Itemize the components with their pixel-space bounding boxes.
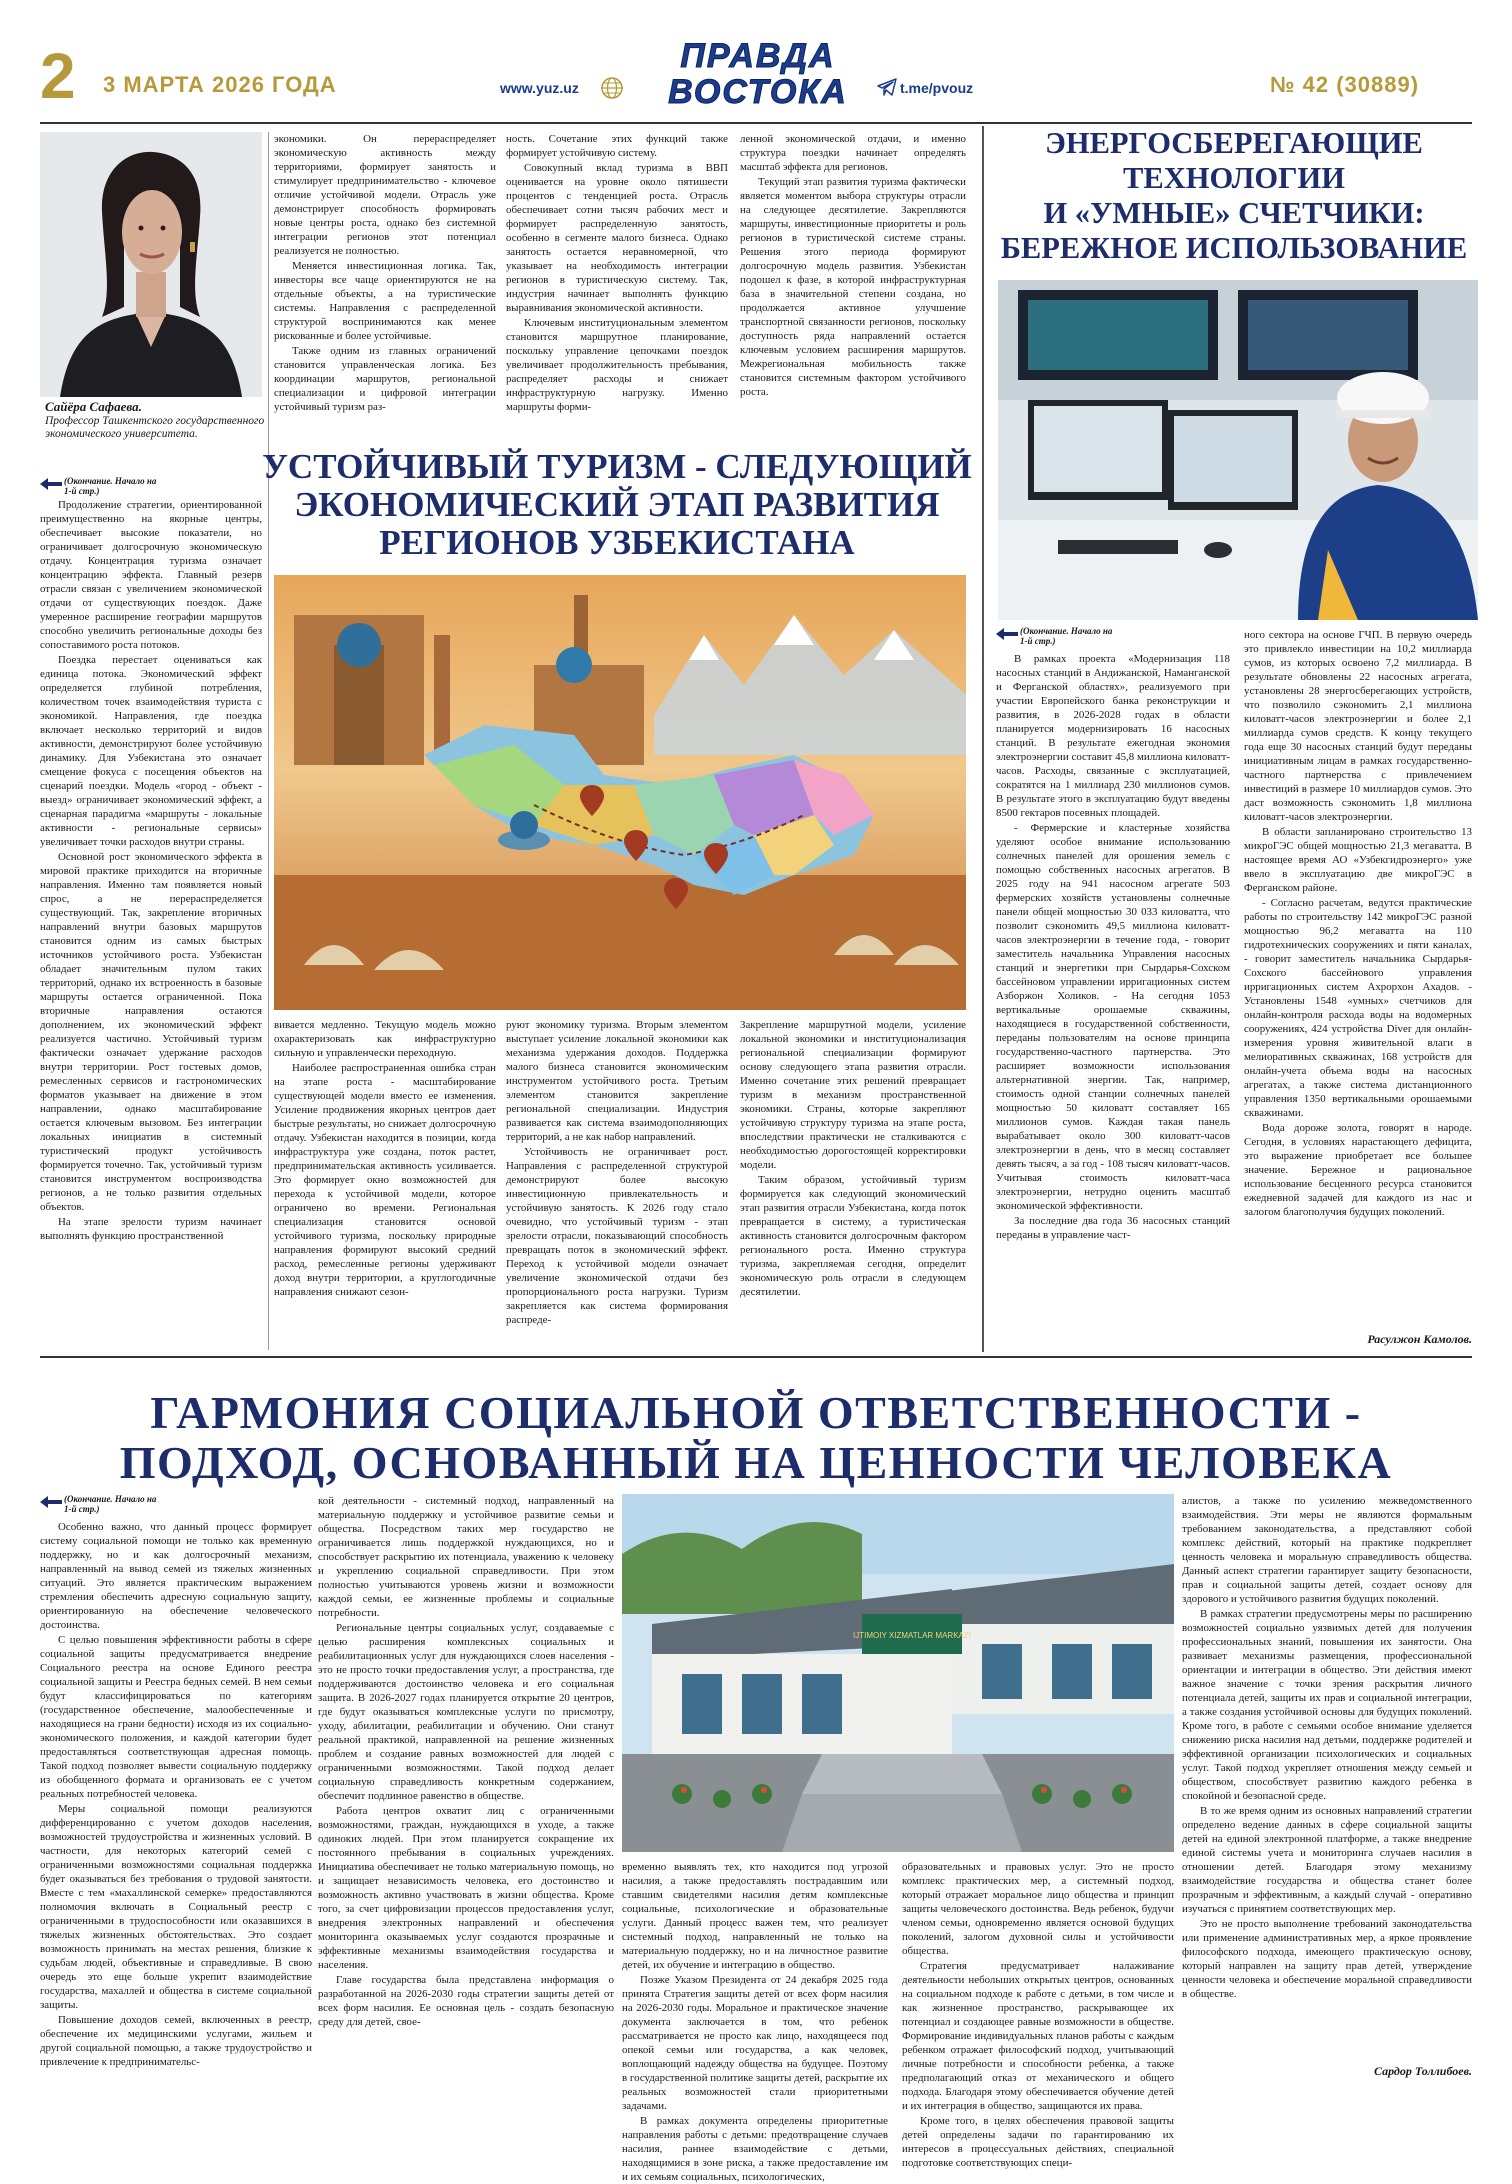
globe-icon bbox=[600, 76, 624, 100]
arrow-left-icon bbox=[996, 628, 1018, 640]
paragraph: В области запланировано строительство 13 микроГЭС общей мощностью 21,3 мегаватта. В настоящее время АО «Узбекгидроэнерго» уже ввело в эксплуатацию две микроГЭС в Ферганском районе. bbox=[1244, 826, 1472, 894]
social-author: Сардор Толлибоев. bbox=[1374, 2064, 1472, 2078]
section-divider-horizontal bbox=[40, 1356, 1472, 1358]
paragraph: Продолжение стратегии, ориентированной преимущественно на якорные центры, обеспечивает высокие показатели, но ограничивает долгосрочную экономическую отдачу. Концентрация туризма означает концентрацию эффекта. Главный резерв отрасли связан с увеличением экономической отдачи от существующих поездок. Даже умеренное расширение географии маршрутов способно увеличить региональные доходы без сопоставимого роста потоков. bbox=[40, 499, 262, 651]
tourism-column-3-bottom bbox=[506, 1018, 728, 1350]
tourism-column-3-top bbox=[506, 132, 728, 442]
energy-headline-line-3: И «УМНЫЕ» СЧЕТЧИКИ: bbox=[1043, 196, 1425, 230]
paragraph: С целью повышения эффективности работы в сфере социальной защиты предусматривается внедрение Социального реестра на основе Единого реестра социальной защиты и Реестра бедных семей. В нем семьи будут классифицироваться по категориям (государственное обеспечение, малообеспеченные и находящиеся на грани бедности) исходя из их социально-экономического положения, и каждой категории будет предоставляться соответствующая адресная помощь. Такой подход позволяет вывести социальную поддержку из обобщенного формата и организовать ее с учетом реальных потребностей человека. bbox=[40, 1634, 312, 1800]
energy-headline-line-1: ЭНЕРГОСБЕРЕГАЮЩИЕ bbox=[1045, 126, 1423, 160]
masthead-divider bbox=[40, 122, 1472, 124]
social-headline-line-1: ГАРМОНИЯ СОЦИАЛЬНОЙ ОТВЕТСТВЕННОСТИ - bbox=[150, 1387, 1362, 1438]
continued-mark: (Окончание. Начало на 1-й стр.) bbox=[1020, 626, 1113, 646]
paragraph: ного сектора на основе ГЧП. В первую очередь это привлекло инвестиции на 10,2 миллиарда сумов, из которых освоено 7,2 миллиарда. В результате обновлены 22 насосных агрегата, установлены 28 энергосберегающих устройств, что позволило сэкономить 2,1 миллиона киловатт-часов электроэнергии и более 2,1 миллиарда сумов средств. К концу текущего года еще 30 насосных станций будут переданы инициативным лицам в рамках государственно-частного партнерства с привлечением инвестиций в размере 10 миллиардов сумов. Это даст возможность сэкономить 1,8 миллиона киловатт-часов электроэнергии. bbox=[1244, 629, 1472, 823]
logo-line-2: ВОСТОКА bbox=[668, 73, 848, 111]
social-headline-line-2: ПОДХОД, ОСНОВАННЫЙ НА ЦЕННОСТИ ЧЕЛОВЕКА bbox=[119, 1437, 1393, 1488]
paragraph: Меняется инвестиционная логика. Так, инвесторы все чаще ориентируются не на отдельные объекты, а на туристические системы. Направления с распределенной структурой воспринимаются как менее рискованные и более устойчивые. bbox=[274, 260, 496, 342]
tourism-column-4-top bbox=[740, 132, 966, 442]
paragraph: Стратегия предусматривает налаживание деятельности небольших открытых центров, основанных на социальном подходе к работе с детьми, в том числе и как жизненное пространство, раскрывающее их потенциал и создающее равные возможности в обществе. Формирование индивидуальных планов работы с каждым ребенком отражает философский подход, учитывающий личные потребности и способности ребенка, а также предполагающий отказ от механического и общего подхода. Благодаря этому обеспечивается обучение детей и их интеграция в общество, защищаются их права. bbox=[902, 1960, 1174, 2112]
paragraph: Повышение доходов семей, включенных в реестр, обеспечение их медицинскими услугами, жильем и другой социальной помощью, а также трудоустройство и привлечение к предпринимательс- bbox=[40, 2014, 312, 2068]
column-rule bbox=[268, 132, 269, 1350]
issue-number: № 42 (30889) bbox=[1270, 72, 1420, 97]
social-column-2 bbox=[318, 1494, 614, 2080]
paragraph: Совокупный вклад туризма в ВВП оценивается на уровне около пятишести процентов с тенденцией роста. Отрасль обеспечивает сотни тысяч рабочих мест и формирует распределенную занятость, особенно в сегменте малого бизнеса. Однако занятость остается неравномерной, что указывает на необходимость интеграции регионов в туристическую систему. Так, индустрия начинает выполнять функцию выравнивания экономической активности. bbox=[506, 162, 728, 314]
paragraph: - Фермерские и кластерные хозяйства уделяют особое внимание использованию солнечных панелей для орошения земель с помощью собственных насосных агрегатов. В 2025 году на 941 насосном агрегате 503 фермерских хозяйств установлены солнечные панели общей мощностью 30 033 киловатта, что позволит сэкономить 49,5 миллиона киловатт-часов электроэнергии в течение года, - говорит заместитель начальника Управления насосных станций и энергетики при Сырдарья-Сохском бассейновом управлении ирригационных систем Азборжон Холиков. - На сегодня 1053 вертикальные орошаемые скважины, находящиеся в государственной собственности, переданы пользователям на основе принципа государственно-частного партнерства. Это расширяет возможности использования альтернативной энергии. Так, например, стоимость одной станции солнечных панелей мощностью 50 киловатт составляет 165 миллионов сумов. Каждая такая панель вырабатывает около 300 киловатт-часов электроэнергии в день, что в месяц составляет девять тысяч, а за год - 108 тысяч киловатт-часов. Учитывая стоимость киловатт-часа электроэнергии, нетрудно оценить масштаб экономической эффективности. bbox=[996, 822, 1230, 1212]
paragraph: Это не просто выполнение требований законодательства или применение административных мер, а яркое проявление философского подхода, имеющего практическую основу, который направлен на защиту прав детей, утверждение ценности человека и обеспечение моральной справедливости в обществе. bbox=[1182, 1918, 1472, 2000]
energy-author: Расулжон Камолов. bbox=[1367, 1332, 1472, 1346]
author-portrait bbox=[40, 132, 262, 397]
paragraph: В то же время одним из основных направлений стратегии определено ведение данных в сфере социальной защиты детей на единой электронной платформе, а также внедрение единой системы учета и мониторинга случаев насилия в отношении детей. Благодаря этому механизму взаимодействие государства и общества станет более прозрачным и эффективным, а каждый случай - оперативно изучаться с принятием соответствующих мер. bbox=[1182, 1805, 1472, 1915]
paragraph: Работа центров охватит лиц с ограниченными возможностями, граждан, нуждающихся в уходе, а также одиноких людей. При этом планируется сокращение их постоянного пребывания в социальных учреждениях. Инициатива обеспечивает не только материальную помощь, но и защищает независимость человека, его достоинство и возможность активно участвовать в жизни общества. Кроме того, за счет цифровизации процессов предоставления услуг, внедрения электронных направлений и обеспечения мониторинга оказываемых услуг создаются прозрачные и эффективные механизмы взаимодействия государства и населения. bbox=[318, 1805, 614, 1971]
telegram-link[interactable]: t.me/pvouz bbox=[900, 80, 974, 96]
building-sign-text: IJTIMOIY XIZMATLAR MARKAZI bbox=[853, 1631, 971, 1640]
paragraph: Наиболее распространенная ошибка стран на этапе роста - масштабирование существующей модели вместо ее изменения. Усиление продвижения якорных центров дает быстрые результаты, но снижает долгосрочную отдачу. Узбекистан находится в позиции, когда инфраструктура уже создана, поток растет, предпринимательская активность усиливается. Это формирует окно возможностей для перехода к устойчивой модели, которое ограничено во времени. Региональная специализация становится основой устойчивого туризма, поскольку природные направления формируют высокий средний расход, ремесленные регионы удерживают доход внутри территории, а круглогодичные направления снижают сезон- bbox=[274, 1062, 496, 1298]
author-name: Сайёра Сафаева. bbox=[45, 399, 142, 414]
section-divider bbox=[982, 126, 984, 1352]
logo-line-1: ПРАВДА bbox=[680, 37, 836, 75]
tourism-column-2-bottom bbox=[274, 1018, 496, 1350]
paragraph: - Согласно расчетам, ведутся практические работы по строительству 142 микроГЭС разной мощностью 96,2 мегаватта на 110 гидротехнических сооружениях и пяти каналах, - говорит заместитель начальника Сырдарья-Сохского бассейнового управления ирригационных систем Ахрорхон Ахадов. - Установлены 1548 «умных» счетчиков для онлайн-контроля расхода воды на водомерных сооружениях, 424 устройства Diver для онлайн-измерения уровня живительной влаги в мелиоративных скважинах, 168 устройств для онлайн-учета объема воды на насосных агрегатах, а также система дистанционного управления 1350 вертикальными орошаемыми скважинами. bbox=[1244, 897, 1472, 1119]
social-column-1 bbox=[40, 1520, 312, 2080]
paragraph: экономики. Он перераспределяет экономическую активность между территориями, формирует занятость и стимулирует предпринимательство - ключевое отличие устойчивой модели. Отрасль уже демонстрирует способность формировать новые центры роста, однако без системной интеграции регионов этот потенциал реализуется не полностью. bbox=[274, 133, 496, 257]
social-column-5 bbox=[1182, 1494, 1472, 2060]
energy-headline-line-2: ТЕХНОЛОГИИ bbox=[1123, 161, 1345, 195]
paragraph: алистов, а также по усилению межведомственного взаимодействия. Эти меры не являются формальным требованием законодательства, а представляют собой комплекс действий, который на практике подкрепляет ценность человека и моральную справедливость общества. Данный аспект стратегии гарантирует защиту безопасности, прав и социальной защиты детей, создает основу для здорового и устойчивого развития будущих поколений. bbox=[1182, 1495, 1472, 1605]
tourism-column-1 bbox=[40, 498, 262, 1350]
paragraph: вивается медленно. Текущую модель можно охарактеризовать как инфраструктурно сильную и управленчески переходную. bbox=[274, 1019, 496, 1059]
paragraph: Позже Указом Президента от 24 декабря 2025 года принята Стратегия защиты детей от всех форм насилия на 2026-2030 годы. Моральное и практическое значение документа заключается в том, что ребенок рассматривается не просто как лицо, находящееся под опекой семьи или государства, а как человек, воплощающий надежду общества на будущее. Поэтому в государственной политике защиты детей, раскрытие их реальных возможностей стали приоритетными задачами. bbox=[622, 1974, 888, 2112]
paragraph: ленной экономической отдачи, и именно структура поездки начинает определять масштаб эффекта для регионов. bbox=[740, 133, 966, 173]
tourism-column-2-top bbox=[274, 132, 496, 442]
energy-headline bbox=[988, 126, 1480, 266]
energy-column-1 bbox=[996, 652, 1230, 1350]
page-number: 2 bbox=[40, 40, 76, 112]
paragraph: Таким образом, устойчивый туризм формируется как следующий экономический этап развития отрасли Узбекистана, когда поток превращается в систему, а туристическая активность становится долгосрочным фактором регионального роста. Именно структура туризма, закрепляемая сегодня, определит экономическую роль отрасли в следующем десятилетии. bbox=[740, 1174, 966, 1298]
paragraph: руют экономику туризма. Вторым элементом выступает усиление локальной экономики как механизма удержания доходов. Поддержка малого бизнеса становится экономическим инструментом устойчивого роста. Третьим элементом становится закрепление региональной специализации. Индустрия развивается как система взаимодополняющих территорий, а не как набор направлений. bbox=[506, 1019, 728, 1143]
paragraph: образовательных и правовых услуг. Это не просто комплекс практических мер, а системный подход, который отражает моральное лицо общества и принцип защиты человеческого достоинства. Ведь ребенок, будучи членом семьи, одновременно является основой будущих поколений, залогом духовной силы и устойчивости общества. bbox=[902, 1861, 1174, 1957]
paragraph: Меры социальной помощи реализуются дифференцированно с учетом доходов населения, возможностей трудоустройства и жизненных условий. В частности, для некоторых категорий семей с ограниченными возможностями социальная поддержка будет оказываться без требования о трудовой занятости. Вместе с тем «махаллинской семерке» предоставляются полномочия включать в Социальный реестр с ограниченными в трудоспособности или оказавшихся в тяжелых жизненных обстоятельствах. Это создает возможность принимать на местах решения, близкие к судьбам людей, объективные и справедливые. В свою очередь это еще больше укрепит взаимодействие государства, махаллей и общества в системе социальной защиты. bbox=[40, 1803, 312, 2011]
paragraph: Кроме того, в целях обеспечения правовой защиты детей определены задачи по гарантированию их интересов в процессуальных действиях, специальной подготовке соответствующих специ- bbox=[902, 2115, 1174, 2169]
arrow-left-icon bbox=[40, 478, 62, 490]
social-headline bbox=[40, 1388, 1472, 1488]
tourism-headline: УСТОЙЧИВЫЙ ТУРИЗМ - СЛЕДУЮЩИЙ ЭКОНОМИЧЕСКИЙ ЭТАП РАЗВИТИЯ РЕГИОНОВ УЗБЕКИСТАНА bbox=[262, 447, 972, 562]
paragraph: На этапе зрелости туризм начинает выполнять функцию пространственной bbox=[40, 1216, 262, 1242]
paragraph: Региональные центры социальных услуг, создаваемые с целью расширения комплексных социальных и реабилитационных услуг для нуждающихся слоев населения - это не просто точки предоставления услуг, а пространства, где поддерживаются достоинство человека и его социальная защита. В 2026-2027 годах планируется открытие 20 центров, где будут оказываться комплексные услуги по присмотру, уходу, абилитации, реабилитации и обучению. Они станут реальной практикой, направленной на решение жизненных проблем и создание равных возможностей для людей с ограниченными возможностями. Такой подход делает социальную справедливость конкретным содержанием, обеспечит подлинное равенство в обществе. bbox=[318, 1622, 614, 1802]
continued-mark: (Окончание. Начало на 1-й стр.) bbox=[64, 1494, 157, 1514]
paragraph: Текущий этап развития туризма фактически является моментом выбора структуры отрасли на следующее десятилетие. Закрепляются маршруты, инвестиционные приоритеты и роль регионов в туристической системе страны. Решения этого периода формируют долгосрочную модель развития. Узбекистан подошел к фазе, в которой инфраструктурная база в значительной степени создана, но продолжается активное улучшение транспортной связанности регионов, поскольку доступность ряда направлений остается ключевым условием расширения маршрутов. Межрегиональная мобильность также становится системным фактором устойчивого роста. bbox=[740, 176, 966, 398]
social-column-4 bbox=[902, 1860, 1174, 2169]
paragraph: Основной рост экономического эффекта в мировой практике приходится на вторичные направления. Именно там появляется новый спрос, а не перераспределяется существующий. Так, закрепление вторичных направлений внутри базовых маршрутов становится одним из самых быстрых источников устойчивого роста. Узбекистан обладает значительным пулом таких территорий, однако их встроенность в базовые маршруты остается ограниченной. Пока вторичные направления остаются дополнением, их экономический эффект реализуется частично. Устойчивый туризм фактически означает удержание расходов внутри территории. Рост гостевых домов, ремесленных сервисов и гастрономических форматов указывает на движение в этом направлении, однако масштабирование остается ключевым вызовом. Без интеграции локальных инициатив в системный туристический продукт устойчивость формируется точечно. Так, устойчивый туризм становится инструментом воспроизводства регионов, а не только развития отдельных объектов. bbox=[40, 851, 262, 1213]
tourism-column-4-bottom bbox=[740, 1018, 966, 1350]
paragraph: В рамках стратегии предусмотрены меры по расширению возможностей социально уязвимых детей для получения профессиональных знаний, повышения их занятости. Она развивает механизмы размещения, профессиональной ориентации и интеграции в общество. Эти действия имеют важное значение с точки зрения раскрытия личного потенциала детей, защиты их прав и социальной интеграции, а также создания устойчивой основы для будущих поколений. Кроме того, в работе с семьями особое внимание уделяется снижению риска насилия над детьми, поддержке родителей и эффективной организации психологических и социальных услуг. Такой подход укрепляет отношения между семьей и обществом, способствует развитию каждого ребенка в спокойной и безопасной среде. bbox=[1182, 1608, 1472, 1802]
energy-headline-line-4: БЕРЕЖНОЕ ИСПОЛЬЗОВАНИЕ bbox=[1000, 231, 1468, 265]
paragraph: кой деятельности - системный подход, направленный на материальную поддержку и устойчивое развитие семьи и общества. Посредством таких мер государство не ограничивается лишь поддержкой нуждающихся, но и способствует раскрытию их потенциала, уважению к человеку и укреплению социальной справедливости. При этом полностью учитываются уровень жизни и возможности каждой семьи, ее жизненные проблемы и социальные потребности. bbox=[318, 1495, 614, 1619]
social-services-center-photo bbox=[622, 1494, 1174, 1852]
paragraph: Особенно важно, что данный процесс формирует систему социальной помощи не только как временную поддержку, но и как долгосрочный механизм, направленный на вывод семей из тяжелых жизненных ситуаций. Это является практическим выражением стремления обеспечить адресную социальную защиту, ориентированную на обеспечение человеческого достоинства. bbox=[40, 1521, 312, 1631]
telegram-icon bbox=[876, 77, 898, 97]
energy-column-2 bbox=[1244, 628, 1472, 1330]
paragraph: Закрепление маршрутной модели, усиление локальной экономики и институционализация региональной специализации формируют основу следующего этапа развития отрасли. Именно сочетание этих решений превращает туризм в механизм пространственной экономики. Страны, которые закрепляют устойчивую структуру туризма на этапе роста, впоследствии практически не сталкиваются с необходимостью дорогостоящей корректировки модели. bbox=[740, 1019, 966, 1171]
paragraph: Главе государства была представлена информация о разработанной на 2026-2030 годы стратегии защиты детей от всех форм насилия. Ее основная цель - создать безопасную среду для детей, свое- bbox=[318, 1974, 614, 2028]
paragraph: В рамках документа определены приоритетные направления работы с детьми: предотвращение случаев насилия, раннее взаимодействие с детьми, находящимися в зоне риска, а также предоставление им и их семьям социальных, психологических, bbox=[622, 2115, 888, 2183]
paragraph: Ключевым институциональным элементом становится маршрутное планирование, поскольку управление цепочками поездок увеличивает продолжительность пребывания, распределяет расходы и снижает инфраструктурную нагрузку. Именно маршруты форми- bbox=[506, 317, 728, 413]
issue-date: 3 МАРТА 2026 ГОДА bbox=[103, 72, 337, 97]
author-role: Профессор Ташкентского государственного экономического университета. bbox=[45, 415, 265, 440]
paragraph: За последние два года 36 насосных станций переданы в управление част- bbox=[996, 1215, 1230, 1241]
newspaper-logo bbox=[658, 38, 858, 116]
paragraph: ность. Сочетание этих функций также формирует устойчивую систему. bbox=[506, 133, 728, 159]
paragraph: Устойчивость не ограничивает рост. Направления с распределенной структурой демонстрируют более высокую инвестиционную привлекательность и устойчивую занятость. К 2026 году стало очевидно, что устойчивый туризм - этап зрелости отрасли, показывающий способность превращать поток в экономический эффект. Переход к устойчивой модели означает увеличение экономической отдачи без пропорционального роста нагрузки. Туризм закрепляется как система формирования распреде- bbox=[506, 1146, 728, 1326]
paragraph: Поездка перестает оцениваться как единица потока. Экономический эффект определяется глубиной потребления, количеством точек взаимодействия туриста с экономикой. Направления, где поездка включает несколько территорий и видов активности, демонстрируют более устойчивую динамику. Для Узбекистана это означает смещение фокуса с посещения объектов на сценарий поездки. Модель «город - объект - выезд» ограничивает экономический эффект, а сценарная парадигма «маршруты - локальные активности - региональные сервисы» увеличивает точки расходов внутри страны. bbox=[40, 654, 262, 848]
portrait-caption bbox=[45, 400, 265, 441]
paragraph: Вода дороже золота, говорят в народе. Сегодня, в условиях нарастающего дефицита, это выражение приобретает все большее значение. Бережное и рациональное использование бесценного ресурса становится ежедневной задачей для каждого из нас и залогом благополучия будущих поколений. bbox=[1244, 1122, 1472, 1218]
control-room-photo bbox=[998, 280, 1478, 620]
arrow-left-icon bbox=[40, 1496, 62, 1508]
paragraph: В рамках проекта «Модернизация 118 насосных станций в Андижанской, Наманганской и Ферганской областях», реализуемого при участии Европейского банка реконструкции и развития, в 2026-2028 годах в области планируется модернизировать 16 насосных станций. В результате ежегодная экономия электроэнергии составит 45,8 миллиона киловатт-часов. Расходы, связанные с эксплуатацией, сократятся на 1 миллиард 230 миллионов сумов. В результате этого в эксплуатацию будут введены 8500 гектаров посевных площадей. bbox=[996, 653, 1230, 819]
social-column-3 bbox=[622, 1860, 888, 2183]
continued-mark: (Окончание. Начало на 1-й стр.) bbox=[64, 476, 157, 496]
paragraph: временно выявлять тех, кто находится под угрозой насилия, а также предоставлять пострадавшим или ставшим свидетелями насилия детям комплексные социальные, психологические и образовательные услуги. Данный процесс важен тем, что реализует системный подход, направленный не только на материальную поддержку, но и на личностное развитие детей, их обучение и интеграцию в общество. bbox=[622, 1861, 888, 1971]
paragraph: Также одним из главных ограничений становится управленческая логика. Без координации маршрутов, региональной специализации и цифровой интеграции устойчивый туризм раз- bbox=[274, 345, 496, 413]
uzbekistan-tourism-map-image bbox=[274, 575, 966, 1010]
website-link[interactable]: www.yuz.uz bbox=[500, 80, 579, 96]
